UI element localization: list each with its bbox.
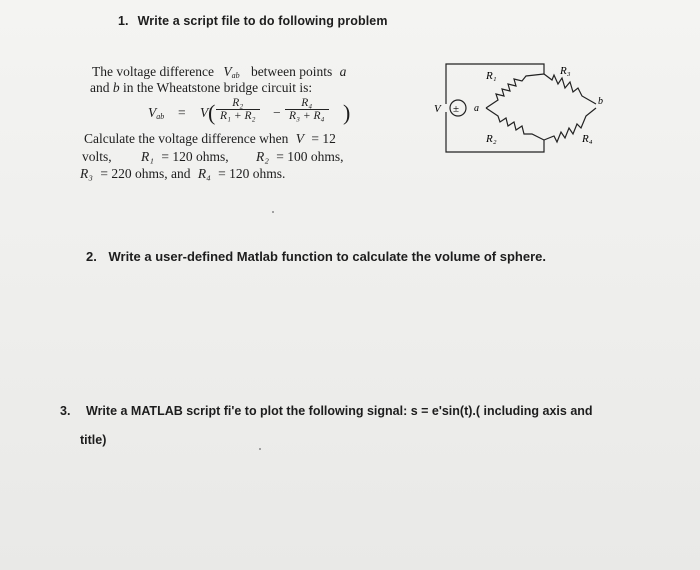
paper-speck bbox=[259, 448, 261, 450]
calc-r3-value: = 220 ohms, and bbox=[100, 166, 191, 181]
formula-paren-right: ) bbox=[343, 100, 351, 125]
question-1-heading-text: Write a script file to do following problem bbox=[137, 14, 388, 28]
paper-speck bbox=[272, 211, 274, 213]
r2-label: R₂ bbox=[486, 133, 497, 145]
question-3 bbox=[60, 397, 700, 455]
question-3-line-1: Write a MATLAB script fi'e to plot the following signal: s = e'sin(t).( including axis and bbox=[86, 404, 593, 418]
var-sub-ab: ab bbox=[231, 71, 240, 80]
para-text: in the Wheatstone bridge circuit is: bbox=[123, 80, 313, 95]
question-2 bbox=[86, 249, 546, 264]
wire-bottom bbox=[446, 112, 544, 152]
question-3-line-2: title) bbox=[80, 433, 107, 447]
question-1-number: 1. bbox=[118, 14, 129, 28]
resistor-r3-zigzag bbox=[544, 74, 596, 104]
formula-paren-left: ( bbox=[208, 100, 216, 125]
calc-line-3 bbox=[80, 166, 285, 182]
fraction-1 bbox=[216, 97, 260, 122]
wheatstone-bridge-diagram bbox=[436, 56, 616, 156]
calc-text: Calculate the voltage difference when bbox=[84, 131, 289, 146]
r4-label: R₄ bbox=[582, 133, 593, 145]
paragraph-line-1 bbox=[92, 64, 346, 80]
node-b-label: b bbox=[598, 96, 603, 107]
calc-v-value: = 12 bbox=[311, 131, 336, 146]
calc-line-2 bbox=[82, 149, 344, 165]
question-2-text: Write a user-defined Matlab function to calculate the volume of sphere. bbox=[108, 249, 546, 264]
fraction-2-numerator: R₄ bbox=[301, 97, 313, 109]
calc-line-1 bbox=[84, 131, 336, 147]
calc-r4-value: = 120 ohms. bbox=[218, 166, 286, 181]
calc-r4: R₄ bbox=[197, 166, 211, 181]
question-2-number: 2. bbox=[86, 249, 97, 264]
node-a-label: a bbox=[474, 103, 479, 114]
voltage-source-sign: ± bbox=[453, 103, 460, 115]
var-v: V bbox=[223, 64, 232, 79]
calc-r1: R₁ bbox=[141, 149, 154, 164]
r1-label: R₁ bbox=[486, 70, 497, 82]
wheatstone-formula bbox=[140, 96, 355, 130]
formula-minus: − bbox=[273, 105, 281, 120]
calc-r2-value: = 100 ohms, bbox=[276, 149, 344, 164]
formula-v: V bbox=[200, 105, 209, 120]
para-text: and bbox=[90, 80, 110, 95]
question-1-title bbox=[118, 14, 388, 28]
fraction-2-denominator: R₃ + R₄ bbox=[285, 109, 329, 122]
calc-r2: R₂ bbox=[255, 149, 269, 164]
calc-r3: R₃ bbox=[80, 166, 93, 181]
voltage-source-label: V bbox=[434, 103, 441, 115]
fraction-1-denominator: R₁ + R₂ bbox=[216, 109, 260, 122]
formula-equals: = bbox=[178, 105, 186, 120]
calc-volts: volts, bbox=[82, 149, 112, 164]
fraction-1-numerator: R₂ bbox=[232, 97, 244, 109]
fraction-2 bbox=[285, 97, 329, 122]
var-a: a bbox=[339, 64, 347, 79]
question-3-number: 3. bbox=[60, 404, 71, 418]
r3-label: R₃ bbox=[560, 65, 571, 77]
formula-lhs: $V_{ab}$ bbox=[148, 105, 165, 121]
para-text: between points bbox=[250, 64, 333, 79]
paragraph-line-2 bbox=[90, 80, 312, 96]
var-b: b bbox=[112, 80, 120, 95]
calc-v: V bbox=[295, 131, 305, 146]
calc-r1-value: = 120 ohms, bbox=[161, 149, 229, 164]
para-text: The voltage difference bbox=[92, 64, 214, 79]
